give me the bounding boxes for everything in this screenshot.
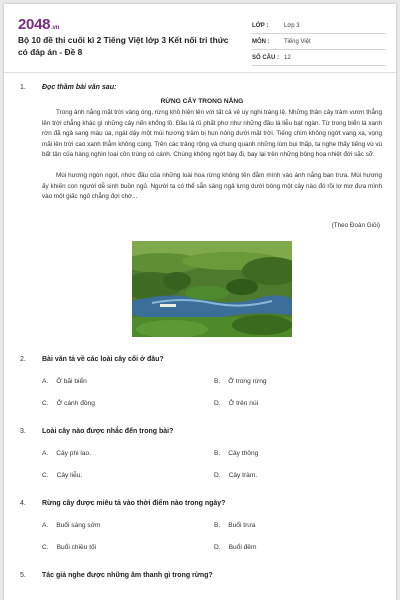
question-3 bbox=[20, 428, 384, 488]
option-c[interactable] bbox=[42, 472, 82, 479]
option-a[interactable] bbox=[42, 378, 87, 385]
question-number: 4. bbox=[20, 500, 26, 507]
option-text: Cây phi lao. bbox=[56, 450, 92, 457]
meta-row-class bbox=[252, 18, 386, 34]
forest-river-photo bbox=[132, 241, 292, 337]
passage-title: RỪNG CÂY TRONG NẮNG bbox=[160, 98, 244, 105]
meta-key: MÔN : bbox=[252, 38, 270, 45]
meta-value: Tiếng Việt bbox=[284, 38, 311, 45]
question-2 bbox=[20, 356, 384, 416]
option-text: Ở trong rừng bbox=[228, 378, 267, 385]
option-text: Buổi trưa bbox=[228, 522, 256, 529]
logo-suffix: .vn bbox=[51, 25, 59, 31]
option-b[interactable] bbox=[214, 522, 255, 529]
meta-key: LỚP : bbox=[252, 22, 269, 29]
option-text: Ở trên núi bbox=[228, 400, 259, 407]
question-number: 2. bbox=[20, 356, 26, 363]
option-text: Buổi chiều tối bbox=[56, 544, 97, 551]
option-d[interactable] bbox=[214, 472, 257, 479]
question-4 bbox=[20, 500, 384, 560]
meta-value: 12 bbox=[284, 54, 291, 61]
question-text: Loài cây nào được nhắc đến trong bài? bbox=[42, 428, 174, 435]
passage-source: (Theo Đoàn Giỏi) bbox=[331, 222, 380, 229]
option-a[interactable] bbox=[42, 450, 91, 457]
document-sheet bbox=[4, 4, 396, 600]
question-text: Tác giả nghe được những âm thanh gì trong rừng? bbox=[42, 572, 213, 579]
option-letter: A. bbox=[42, 378, 49, 385]
option-text: Buổi sáng sớm bbox=[56, 522, 101, 529]
option-letter: B. bbox=[214, 378, 221, 385]
meta-row-subject bbox=[252, 34, 386, 50]
question-number: 1. bbox=[20, 84, 26, 91]
option-letter: C. bbox=[42, 472, 49, 479]
option-b[interactable] bbox=[214, 378, 267, 385]
option-text: Cây liễu. bbox=[56, 472, 83, 479]
site-logo[interactable] bbox=[18, 16, 59, 33]
option-text: Cây thông bbox=[228, 450, 259, 457]
question-number: 5. bbox=[20, 572, 26, 579]
option-letter: D. bbox=[214, 400, 221, 407]
passage-paragraph: Mùi hương ngòn ngọt, nhức đầu của những loài hoa rừng không tên đằm mình vào ánh nắng ban trưa. Mùi hương ấy khiến con người dễ sinh buồn ngủ. Người ta có thể sẵn sàng ngả lưng dưới bóng một cây nào đó rồi lơ mơ đưa mình vào một giấc ngủ chẳng đợi chờ... bbox=[42, 172, 382, 201]
option-text: Ở cánh đồng bbox=[56, 400, 95, 407]
option-letter: C. bbox=[42, 544, 49, 551]
question-number: 3. bbox=[20, 428, 26, 435]
question-prompt: Đọc thầm bài văn sau: bbox=[42, 84, 117, 91]
option-b[interactable] bbox=[214, 450, 258, 457]
option-text: Ở bãi biển bbox=[56, 378, 87, 385]
option-a[interactable] bbox=[42, 522, 101, 529]
option-d[interactable] bbox=[214, 544, 256, 551]
meta-table bbox=[252, 18, 386, 66]
option-letter: D. bbox=[214, 544, 221, 551]
option-text: Cây tràm. bbox=[228, 472, 258, 479]
option-letter: C. bbox=[42, 400, 49, 407]
option-letter: B. bbox=[214, 522, 221, 529]
question-1 bbox=[20, 84, 384, 254]
option-letter: A. bbox=[42, 522, 49, 529]
meta-key: SỐ CÂU : bbox=[252, 54, 279, 61]
question-text: Rừng cây được miêu tả vào thời điểm nào trong ngày? bbox=[42, 500, 226, 507]
meta-value: Lớp 3 bbox=[284, 22, 300, 29]
logo-main: 2048 bbox=[18, 16, 51, 33]
option-d[interactable] bbox=[214, 400, 258, 407]
passage-paragraph: Trong ánh nắng mặt trời vàng óng, rừng khô hiện lên với tất cả vẻ uy nghi tráng lệ. Những thân cây tràm vươn thẳng lên trời chẳng khác gì những cây nến khổng lồ. Đầu lá rủ phất phơ như những đầu lá liễu bạt ngàn. Từ trong biển lá xanh rờn đã ngả sang màu úa, ngát dậy một mùi hương tràm bị hun nóng dưới mặt trời. Tiếng chim không ngớt vang xa, vọng mãi lên trời cao xanh thẳm không cùng. Trên các trảng rộng và chung quanh những lùm bụi thấp, ta nghe thấy tiếng vù vù bất tận của hàng nghìn loại côn trùng có cánh. Chúng không ngớt bay đi, bay lại trên những bông hoa nhiệt đới sặc sỡ. bbox=[42, 109, 382, 159]
option-letter: B. bbox=[214, 450, 221, 457]
option-letter: A. bbox=[42, 450, 49, 457]
header-divider bbox=[4, 72, 396, 73]
question-5 bbox=[20, 572, 384, 586]
question-text: Bài văn tả về các loài cây cối ở đâu? bbox=[42, 356, 164, 363]
option-letter: D. bbox=[214, 472, 221, 479]
document-title: Bộ 10 đề thi cuối kì 2 Tiếng Việt lớp 3 Kết nối tri thức có đáp án - Đề 8 bbox=[18, 35, 229, 57]
option-text: Buổi đêm bbox=[228, 544, 257, 551]
option-c[interactable] bbox=[42, 400, 95, 407]
meta-row-count bbox=[252, 50, 386, 66]
option-c[interactable] bbox=[42, 544, 96, 551]
